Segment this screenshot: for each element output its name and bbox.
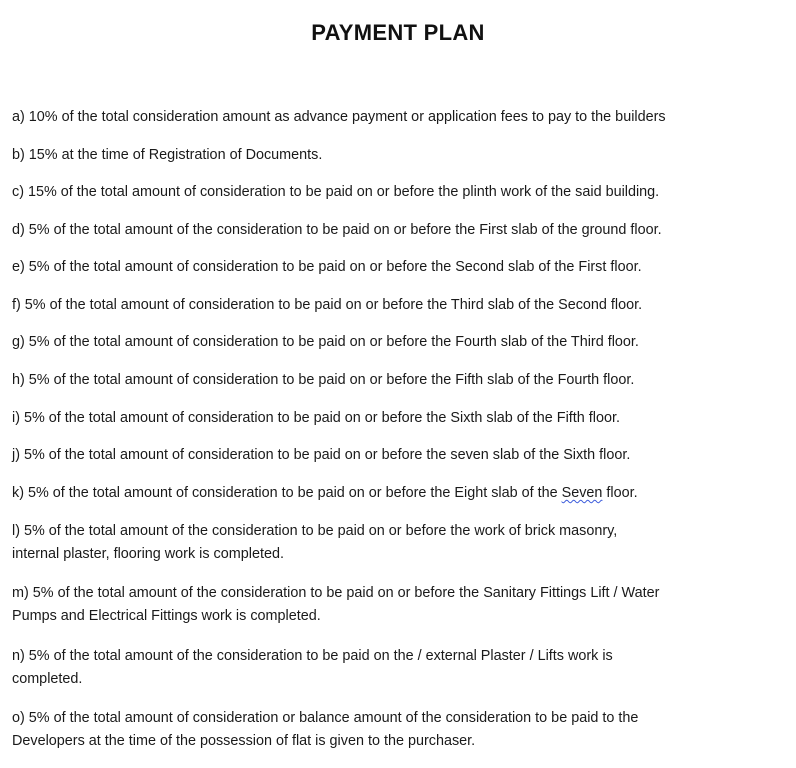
- clause-d: d) 5% of the total amount of the consideration to be paid on or before the First slab of the ground floor.: [12, 222, 662, 238]
- clause-n: [12, 645, 792, 691]
- clause-l-line2: internal plaster, flooring work is completed.: [12, 546, 284, 562]
- clause-o: [12, 707, 792, 753]
- clause-f: f) 5% of the total amount of consideration to be paid on or before the Third slab of the Second floor.: [12, 297, 643, 313]
- clause-j: j) 5% of the total amount of consideration to be paid on or before the seven slab of the Sixth floor.: [12, 447, 631, 463]
- clause-k-text: k) 5% of the total amount of consideration to be paid on or before the Eight slab of the: [12, 485, 562, 501]
- page-title: PAYMENT PLAN: [311, 20, 485, 45]
- clause-a: a) 10% of the total consideration amount as advance payment or application fees to pay to the builders: [12, 109, 666, 125]
- clause-m-line2: Pumps and Electrical Fittings work is completed.: [12, 608, 321, 624]
- clause-g: g) 5% of the total amount of consideration to be paid on or before the Fourth slab of the Third floor.: [12, 334, 639, 350]
- clause-n-line1: n) 5% of the total amount of the consideration to be paid on the / external Plaster / Lifts work is: [12, 648, 613, 664]
- clause-b: b) 15% at the time of Registration of Documents.: [12, 147, 323, 163]
- clause-k: [12, 482, 792, 505]
- clause-m-line1: m) 5% of the total amount of the consideration to be paid on or before the Sanitary Fittings Lift / Water: [12, 585, 660, 601]
- clause-e: e) 5% of the total amount of consideration to be paid on or before the Second slab of the First floor.: [12, 259, 642, 275]
- clause-m: [12, 582, 792, 628]
- clause-n-line2: completed.: [12, 671, 83, 687]
- clause-o-line2: Developers at the time of the possession of flat is given to the purchaser.: [12, 733, 476, 749]
- spellcheck-flagged-word: Seven: [561, 485, 603, 501]
- clause-c: c) 15% of the total amount of consideration to be paid on or before the plinth work of the said building.: [12, 184, 660, 200]
- clause-o-line1: o) 5% of the total amount of consideration or balance amount of the consideration to be paid to the: [12, 710, 639, 726]
- clause-k-end: floor.: [602, 485, 638, 501]
- clause-h: h) 5% of the total amount of consideration to be paid on or before the Fifth slab of the Fourth floor.: [12, 372, 635, 388]
- clause-i: i) 5% of the total amount of consideration to be paid on or before the Sixth slab of the Fifth floor.: [12, 410, 620, 426]
- clause-l-line1: l) 5% of the total amount of the consideration to be paid on or before the work of brick masonry,: [12, 523, 618, 539]
- clause-l: [12, 520, 792, 566]
